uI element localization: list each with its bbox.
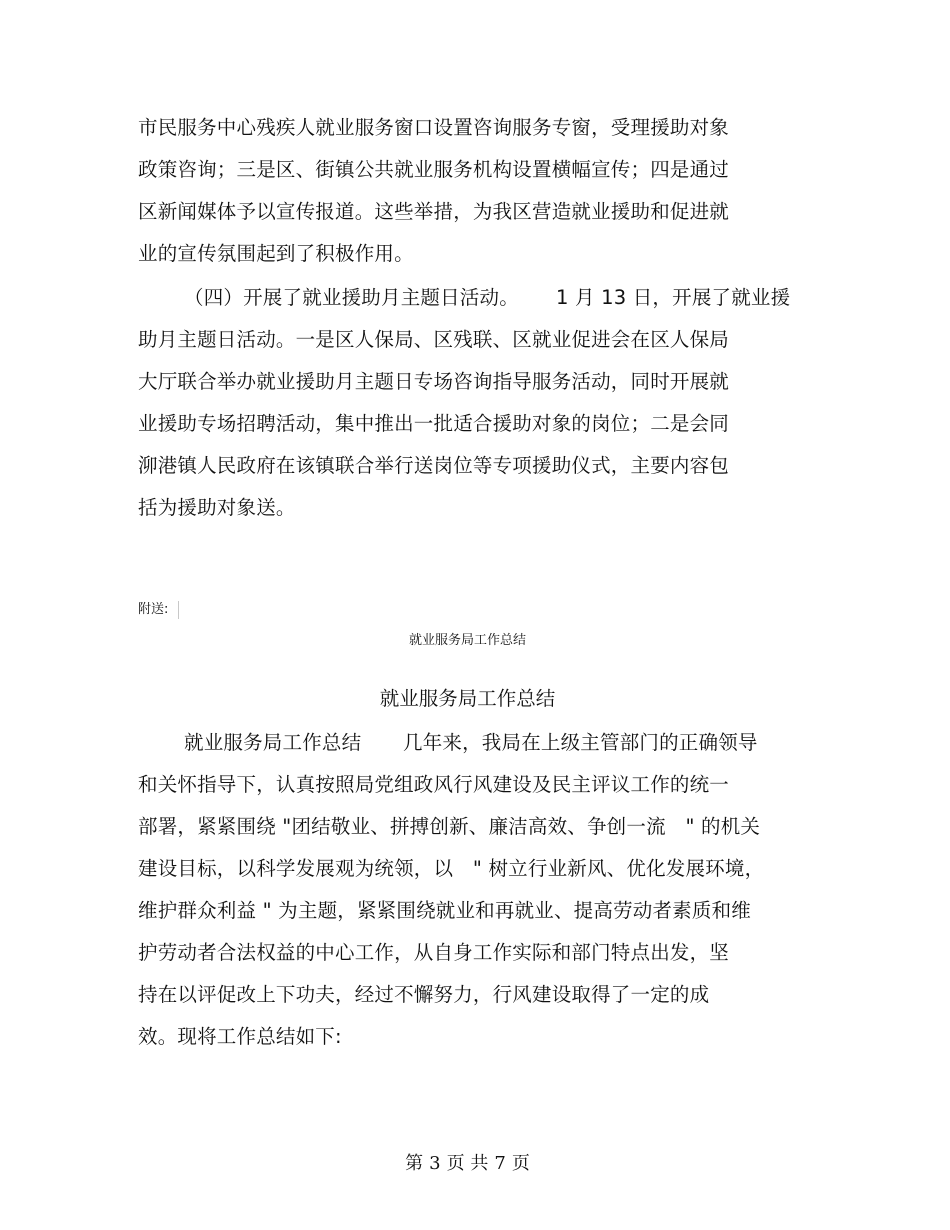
section-heading: （四）开展了就业援助月主题日活动。 bbox=[184, 286, 519, 309]
paragraph-line: 业的宣传氛围起到了积极作用。 bbox=[138, 242, 414, 265]
article-title: 就业服务局工作总结 bbox=[379, 687, 556, 710]
article-lead: 就业服务局工作总结 bbox=[184, 731, 362, 754]
attachment-label: 附送: bbox=[138, 602, 169, 617]
paragraph-line: 泖港镇人民政府在该镇联合举行送岗位等专项援助仪式，主要内容包 bbox=[138, 454, 730, 477]
page-total: 7 bbox=[494, 1153, 506, 1174]
page-footer bbox=[0, 1152, 935, 1176]
paragraph-line: 护劳动者合法权益的中心工作，从自身工作实际和部门特点出发，坚 bbox=[138, 941, 730, 964]
page-number: 3 bbox=[429, 1153, 441, 1174]
footer-suffix: 页 bbox=[511, 1153, 530, 1174]
paragraph-line: 持在以评促改上下功夫，经过不懈努力，行风建设取得了一定的成 bbox=[138, 983, 710, 1006]
attachment-subtitle: 就业服务局工作总结 bbox=[408, 633, 526, 648]
paragraph-line: 部署，紧紧围绕 "团结敬业、拼搏创新、廉洁高效、争创一流 " 的机关 bbox=[138, 815, 761, 838]
paragraph-line: 维护群众利益 " 为主题，紧紧围绕就业和再就业、提高劳动者素质和维 bbox=[138, 899, 751, 922]
paragraph-line: 和关怀指导下，认真按照局党组政风行风建设及民主评议工作的统一 bbox=[138, 773, 730, 796]
paragraph-line: 括为援助对象送。 bbox=[138, 496, 296, 519]
paragraph-line: 业援助专场招聘活动，集中推出一批适合援助对象的岗位；二是会同 bbox=[138, 412, 730, 435]
paragraph-line: 几年来，我局在上级主管部门的正确领导 bbox=[403, 731, 758, 754]
footer-prefix: 第 bbox=[405, 1153, 424, 1174]
paragraph-line: 市民服务中心残疾人就业服务窗口设置咨询服务专窗，受理援助对象 bbox=[138, 116, 730, 139]
paragraph-line: 助月主题日活动。一是区人保局、区残联、区就业促进会在区人保局 bbox=[138, 328, 730, 351]
footer-middle: 页 共 bbox=[446, 1153, 489, 1174]
paragraph-line: 政策咨询；三是区、街镇公共就业服务机构设置横幅宣传；四是通过 bbox=[138, 158, 730, 181]
paragraph-line: 大厅联合举办就业援助月主题日专场咨询指导服务活动，同时开展就 bbox=[138, 370, 730, 393]
divider bbox=[178, 601, 179, 619]
paragraph-line: 效。现将工作总结如下: bbox=[138, 1025, 342, 1048]
paragraph-line: 1 月 13 日，开展了就业援 bbox=[556, 286, 791, 309]
paragraph-line: 区新闻媒体予以宣传报道。这些举措，为我区营造就业援助和促进就 bbox=[138, 200, 730, 223]
attachment-label-box bbox=[138, 600, 179, 620]
paragraph-line: 建设目标，以科学发展观为统领，以 " 树立行业新风、优化发展环境， bbox=[138, 857, 765, 880]
